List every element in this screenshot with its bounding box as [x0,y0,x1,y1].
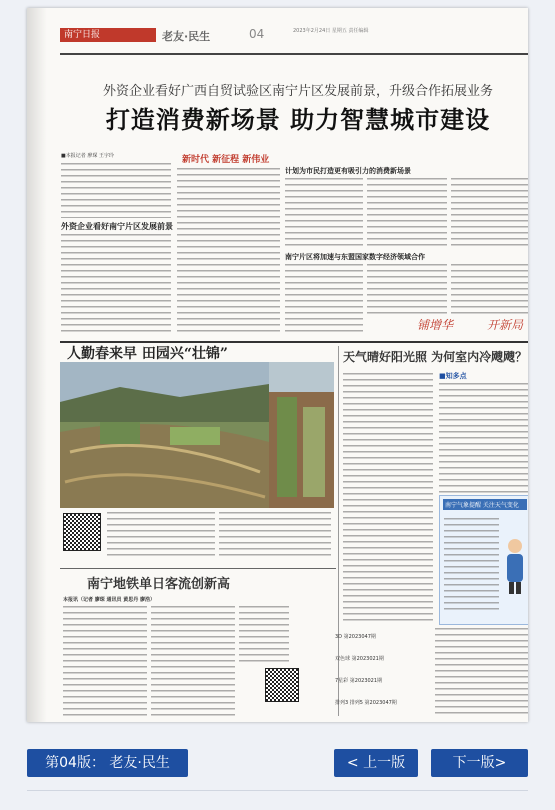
weather-info-box [439,495,528,625]
subhead-digital-economy: 南宁片区将加速与东盟国家数字经济领域合作 [285,252,425,261]
footer-divider [27,790,528,791]
article-body [177,168,280,334]
article-body [107,512,215,560]
farm-photo-2[interactable] [269,362,334,508]
page-fold-shadow [27,8,47,722]
farm-photo[interactable] [60,362,269,508]
weather-box-title: 南宁气象提醒 关注天气变化 [443,499,527,510]
lead-headline: 打造消费新场景 助力智慧城市建设 [105,105,491,134]
newspaper-page[interactable] [27,8,528,722]
article-body [343,373,433,623]
article-body [451,264,528,314]
article-body [151,606,235,716]
weather-sidebar-title: ■知多点 [439,371,467,380]
subhead-consumer-scene: 计划为市民打造更有吸引力的消费新场景 [285,166,411,175]
article-body [63,606,147,716]
metro-byline: 本报讯（记者 廖琛 通讯员 黄思丹 廖浩） [63,597,155,603]
article-body [219,512,331,560]
article-body [451,178,528,248]
article-body [61,163,171,218]
article-body [285,178,363,248]
lottery-results [335,626,528,722]
slogan-banner [407,313,528,337]
article-body [239,606,289,666]
lead-byline: ■本报记者 廖琛 王宇玲 [61,153,114,159]
lead-kicker: 外资企业看好广西自贸试验区南宁片区发展前景，升级合作拓展业务 [102,84,493,99]
article-body [439,383,528,493]
article-body [444,518,499,613]
person-illustration [500,536,528,596]
weather-headline: 天气晴好阳光照 为何室内冷飕飕？ [343,350,528,364]
lottery-line: 双色球 第2023021期 [335,656,384,662]
lottery-line: 排列3 排列5 第2023047期 [335,700,397,706]
lottery-line: 7星彩 第2023021期 [335,678,383,684]
lottery-numbers [435,628,528,718]
svg-text:开新局: 开新局 [487,318,524,332]
lottery-line: 3D 第2023047期 [335,634,376,640]
article-body [285,264,363,334]
lead-slogan: 新时代 新征程 新伟业 [182,155,270,165]
section-title: 老友·民生 [162,30,211,43]
next-page-button[interactable]: 下一版> [431,749,528,777]
article-body [367,178,447,248]
metro-headline: 南宁地铁单日客流创新高 [87,577,231,592]
masthead: 南宁日报 [60,28,156,42]
qr-code [265,668,299,702]
section-divider [60,568,336,569]
article-body [367,264,447,314]
header-rule [60,53,528,55]
farm-headline: 人勤春来早 田园兴“壮锦” [67,346,228,362]
dateline: 2023年2月24日 星期五 责任编辑 [293,28,369,34]
article-body [61,234,171,334]
qr-code [63,513,101,551]
prev-page-button[interactable]: < 上一版 [334,749,418,777]
page-number: 04 [249,27,265,41]
svg-text:铺增华: 铺增华 [417,318,454,332]
subhead-foreign-firms: 外资企业看好南宁片区发展前景 [61,221,173,231]
current-page-label[interactable]: 第04版： 老友·民生 [27,749,188,777]
